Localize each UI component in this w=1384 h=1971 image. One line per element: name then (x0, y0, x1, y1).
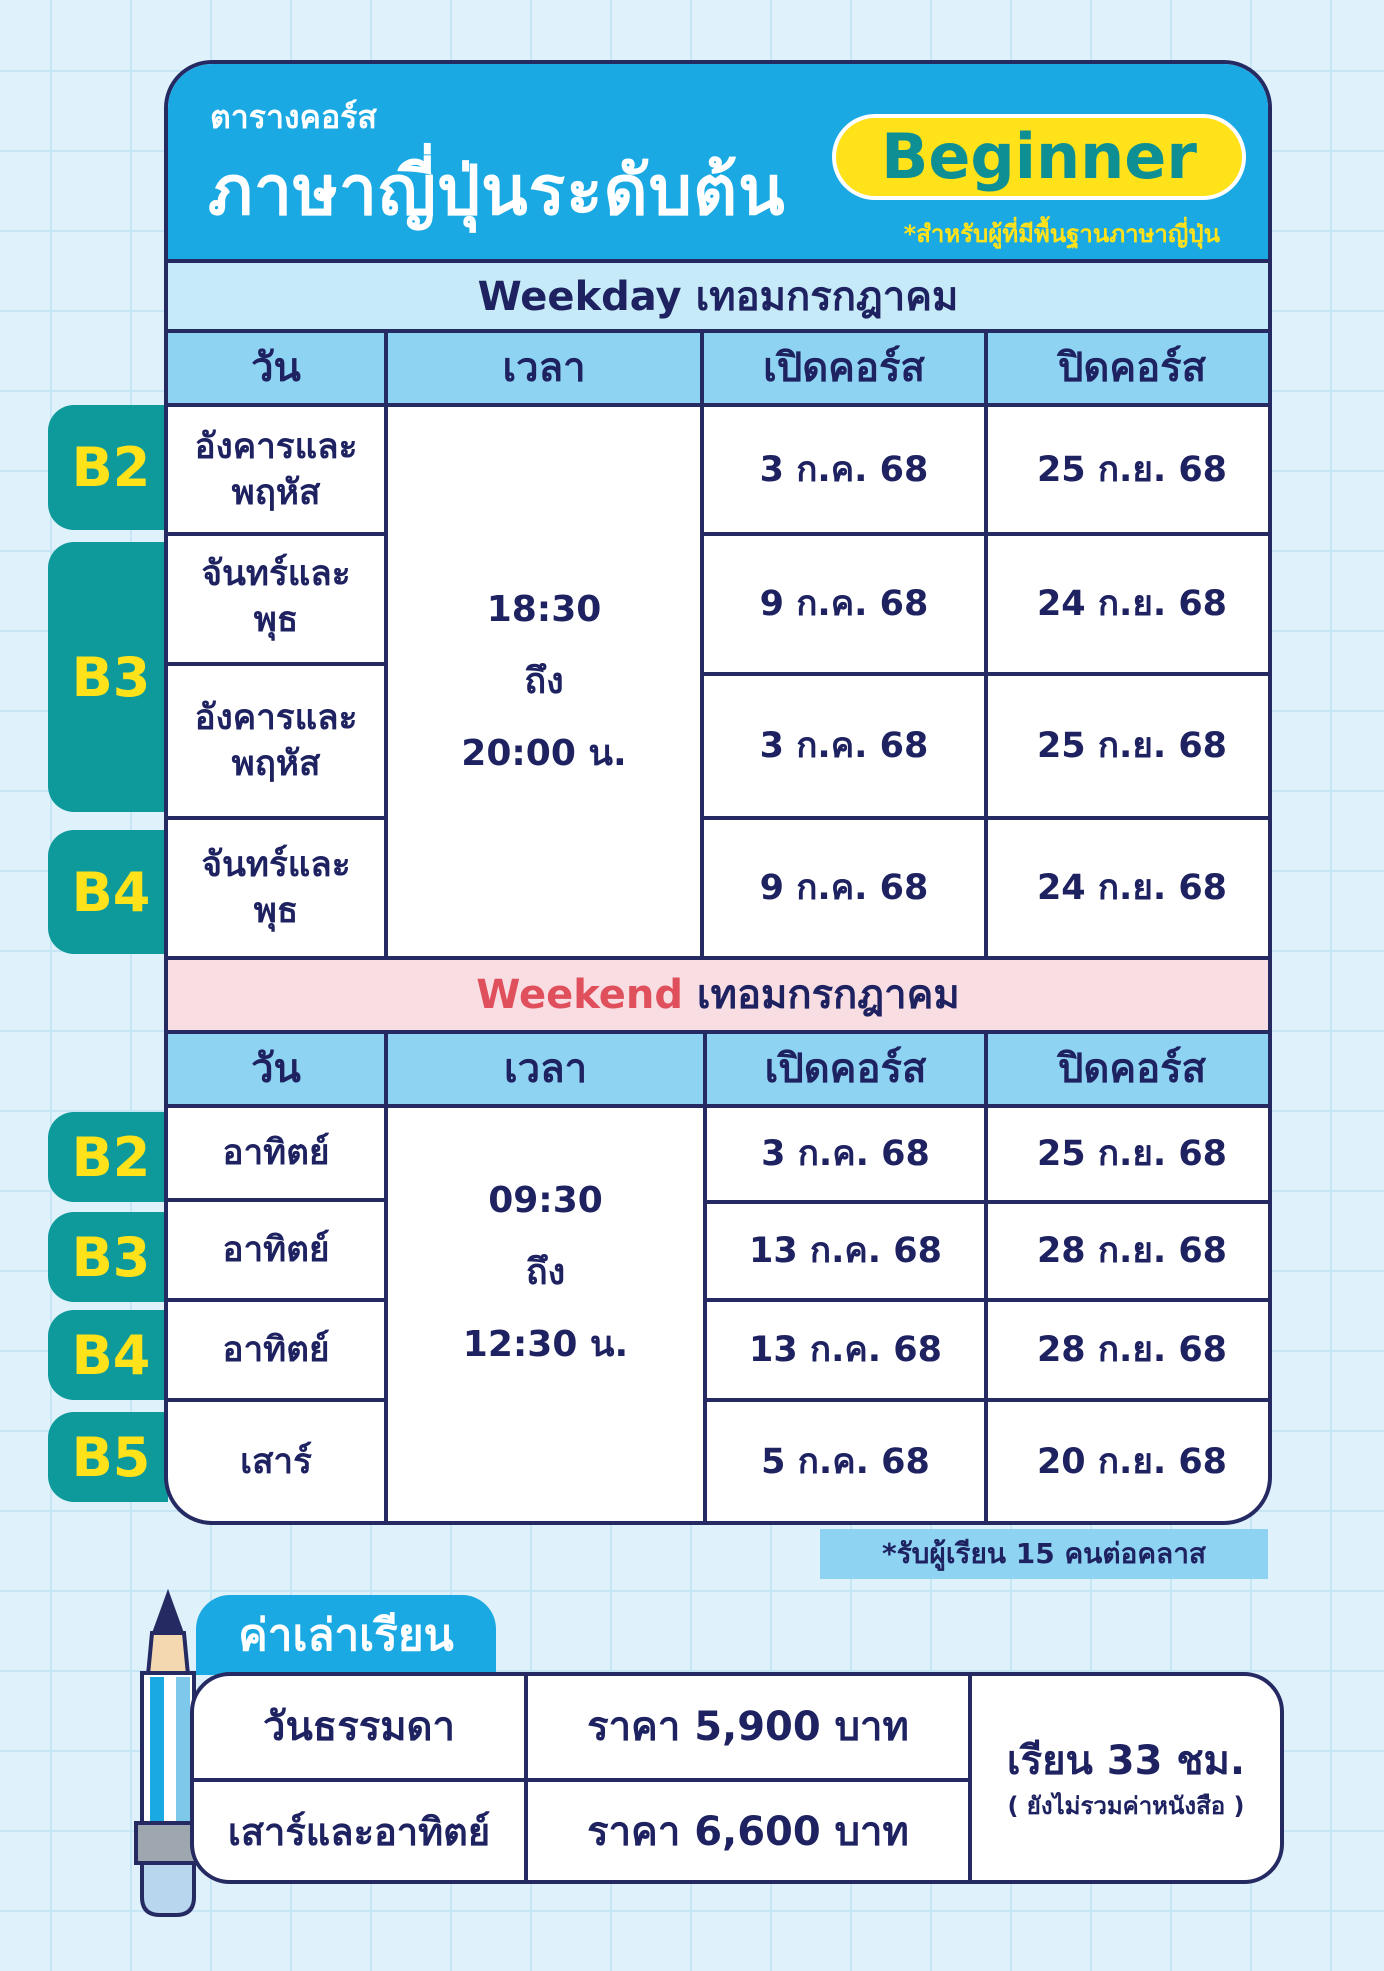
weekend-time-cell (388, 1108, 703, 1438)
weekend-time-start: 09:30 (488, 1180, 603, 1221)
weekend-row-4-open: 5 ก.ค. 68 (761, 1442, 930, 1482)
fee-hours-cell (972, 1676, 1280, 1880)
tuition-title: ค่าเล่าเรียน (196, 1595, 496, 1675)
weekend-row-2-close: 28 ก.ย. 68 (1036, 1231, 1228, 1271)
weekday-col-close: ปิดคอร์ส (988, 333, 1272, 403)
weekday-col-day: วัน (168, 333, 384, 403)
level-tab-weekend-b2: B2 (48, 1112, 168, 1202)
fee-weekend-price: ราคา 6,600 บาท (587, 1809, 909, 1855)
level-tab-weekday-b2: B2 (48, 405, 168, 530)
weekday-row-1-close: 25 ก.ย. 68 (1036, 449, 1228, 490)
class-size-note: *รับผู้เรียน 15 คนต่อคลาส (820, 1529, 1268, 1579)
weekday-row-3-close: 25 ก.ย. 68 (1036, 726, 1228, 766)
weekday-row-3-day: อังคารและ พฤหัส (194, 698, 358, 784)
level-badge: Beginner (832, 114, 1246, 200)
weekend-col-open: เปิดคอร์ส (707, 1034, 984, 1104)
weekend-time-to: ถึง (525, 1252, 566, 1293)
weekday-time-cell (388, 407, 700, 956)
fee-weekday-type: วันธรรมดา (263, 1704, 455, 1750)
weekday-band-word: Weekday (477, 274, 682, 320)
weekday-band-term: เทอมกรกฎาคม (695, 274, 959, 320)
weekday-col-open: เปิดคอร์ส (704, 333, 984, 403)
weekend-row-1-open: 3 ก.ค. 68 (761, 1134, 930, 1174)
weekday-time-to: ถึง (524, 660, 564, 702)
fee-weekday-price: ราคา 5,900 บาท (587, 1704, 909, 1750)
weekday-row-4-open: 9 ก.ค. 68 (759, 868, 929, 908)
weekend-col-day: วัน (168, 1034, 384, 1104)
weekday-time-start: 18:30 (486, 588, 602, 630)
weekday-row-1-day: อังคารและ พฤหัส (194, 426, 358, 513)
weekday-col-time: เวลา (388, 333, 700, 403)
weekend-band (168, 960, 1268, 1030)
weekend-row-3-day: อาทิตย์ (222, 1330, 330, 1370)
weekday-row-1-open: 3 ก.ค. 68 (759, 449, 929, 490)
weekend-row-4-day: เสาร์ (240, 1442, 312, 1482)
card-header (168, 64, 1268, 259)
weekend-time-end: 12:30 น. (462, 1324, 629, 1365)
weekend-row-3-open: 13 ก.ค. 68 (749, 1330, 942, 1370)
tuition-card (190, 1672, 1284, 1884)
course-hours: เรียน 33 ชม. (1006, 1738, 1246, 1784)
level-tab-weekend-b3: B3 (48, 1212, 168, 1302)
prerequisite-note: *สำหรับผู้ที่มีพื้นฐานภาษาญี่ปุ่น (903, 220, 1220, 248)
schedule-card (164, 60, 1272, 1525)
weekend-row-2-day: อาทิตย์ (222, 1230, 330, 1270)
level-tab-weekend-b4: B4 (48, 1310, 168, 1400)
weekend-row-4-close: 20 ก.ย. 68 (1036, 1442, 1228, 1482)
level-tab-weekend-b5: B5 (48, 1412, 168, 1502)
weekend-row-1-close: 25 ก.ย. 68 (1036, 1134, 1228, 1174)
level-tab-weekday-b4: B4 (48, 830, 168, 954)
book-fee-note: ( ยังไม่รวมค่าหนังสือ ) (1007, 1792, 1245, 1820)
page-title: ภาษาญี่ปุ่นระดับต้น (208, 152, 786, 231)
weekend-col-time: เวลา (388, 1034, 703, 1104)
weekday-row-2-close: 24 ก.ย. 68 (1036, 584, 1228, 624)
weekend-row-1-day: อาทิตย์ (222, 1133, 330, 1173)
weekday-row-3-open: 3 ก.ค. 68 (759, 726, 929, 766)
weekend-col-close: ปิดคอร์ส (988, 1034, 1272, 1104)
weekend-band-term: เทอมกรกฎาคม (696, 972, 960, 1018)
weekday-time-end: 20:00 น. (461, 732, 627, 774)
weekend-band-word: Weekend (476, 972, 683, 1018)
weekday-row-2-open: 9 ก.ค. 68 (759, 584, 929, 624)
course-label: ตารางคอร์ส (210, 98, 377, 136)
weekday-row-4-day: จันทร์และ พุธ (201, 845, 351, 931)
level-tab-weekday-b3: B3 (48, 542, 168, 812)
weekday-band (168, 263, 1268, 331)
weekday-row-2-day: จันทร์และ พุธ (201, 554, 351, 640)
weekend-row-2-open: 13 ก.ค. 68 (749, 1231, 942, 1271)
weekend-row-3-close: 28 ก.ย. 68 (1036, 1330, 1228, 1370)
fee-weekend-type: เสาร์และอาทิตย์ (227, 1810, 491, 1854)
weekday-row-4-close: 24 ก.ย. 68 (1036, 868, 1228, 908)
